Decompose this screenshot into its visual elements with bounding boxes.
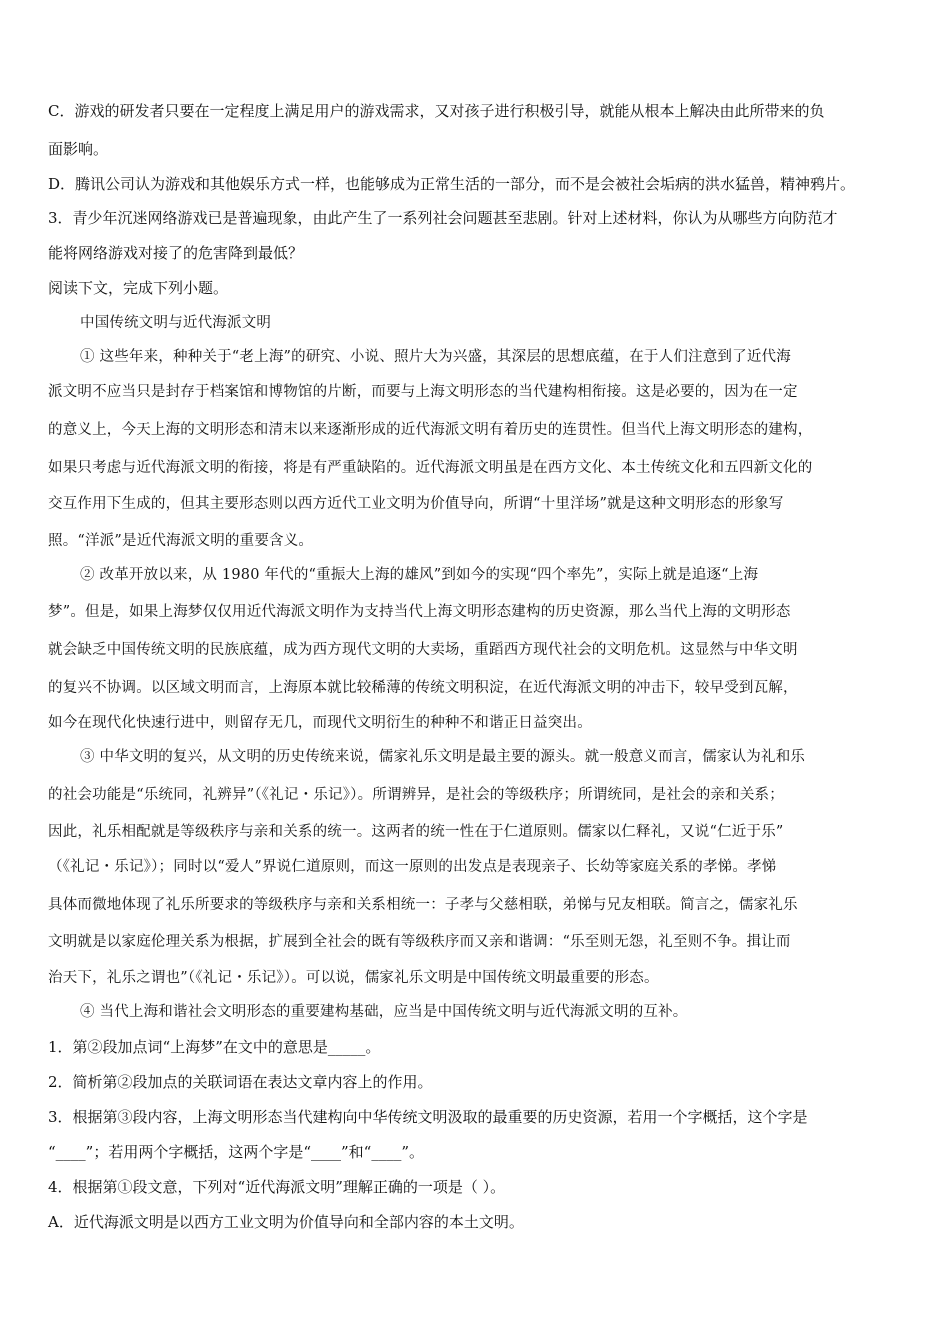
paragraph-3-line-5: 具体而微地体现了礼乐所要求的等级秩序与亲和关系相统一：子孝与父慈相联，弟悌与兄友相联。简言之，儒家礼乐	[48, 897, 798, 913]
paragraph-1-line-5: 交互作用下生成的，但其主要形态则以西方近代工业文明为价值导向，所谓“十里洋场”就是这种文明形态的形象写	[48, 496, 784, 512]
paragraph-2-line-1: ② 改革开放以来，从 1980 年代的“重振大上海的雄风”到如今的实现“四个率先”，实际上就是追逐“上海	[80, 567, 759, 583]
option-c-line-1: C．游戏的研发者只要在一定程度上满足用户的游戏需求，又对孩子进行积极引导，就能从根本上解决由此所带来的负	[48, 102, 825, 120]
option-c-line-2: 面影响。	[48, 140, 109, 158]
sub-question-1: 1．第②段加点词“上海梦”在文中的意思是_____。	[48, 1038, 381, 1056]
paragraph-4-line-1: ④ 当代上海和谐社会文明形态的重要建构基础，应当是中国传统文明与近代海派文明的互补。	[80, 1004, 688, 1020]
reading-instruction: 阅读下文，完成下列小题。	[48, 279, 229, 297]
paragraph-3-line-6: 文明就是以家庭伦理关系为根据，扩展到全社会的既有等级秩序而又亲和谐调：“乐至则无怨，礼至则不争。揖让而	[48, 934, 791, 950]
paragraph-3-line-2: 的社会功能是“乐统同，礼辨异”（《礼记・乐记》）。所谓辨异，是社会的等级秩序；所谓统同，是社会的亲和关系；	[48, 787, 784, 803]
sub-question-2: 2．简析第②段加点的关联词语在表达文章内容上的作用。	[48, 1073, 433, 1091]
question-3-line-2: 能将网络游戏对接了的危害降到最低？	[48, 244, 304, 262]
paragraph-2-line-5: 如今在现代化快速行进中，则留存无几，而现代文明衍生的种种不和谐正日益突出。	[48, 715, 592, 731]
paragraph-1-line-4: 如果只考虑与近代海派文明的衔接，将是有严重缺陷的。近代海派文明虽是在西方文化、本土传统文化和五四新文化的	[48, 460, 813, 476]
paragraph-1-line-6: 照。“洋派”是近代海派文明的重要含义。	[48, 533, 314, 549]
paragraph-3-line-4: （《礼记・乐记》）；同时以“爱人”界说仁道原则，而这一原则的出发点是表现亲子、长幼等家庭关系的孝悌。孝悌	[48, 859, 777, 875]
paragraph-1-line-1: ① 这些年来，种种关于“老上海”的研究、小说、照片大为兴盛，其深层的思想底蕴，在于人们注意到了近代海	[80, 349, 791, 365]
sub-question-4: 4．根据第①段文意，下列对“近代海派文明”理解正确的一项是（ ）。	[48, 1178, 506, 1196]
paragraph-3-line-1: ③ 中华文明的复兴，从文明的历史传统来说，儒家礼乐文明是最主要的源头。就一般意义而言，儒家认为礼和乐	[80, 749, 806, 765]
paragraph-2-line-4: 的复兴不协调。以区域文明而言，上海原本就比较稀薄的传统文明积淀，在近代海派文明的冲击下，较早受到瓦解，	[48, 680, 798, 696]
paragraph-2-line-2: 梦”。但是，如果上海梦仅仅用近代海派文明作为支持当代上海文明形态建构的历史资源，那么当代上海的文明形态	[48, 604, 791, 620]
paragraph-2-line-3: 就会缺乏中国传统文明的民族底蕴，成为西方现代文明的大卖场，重蹈西方现代社会的文明危机。这显然与中华文明	[48, 642, 798, 658]
sub-question-4-option-a: A．近代海派文明是以西方工业文明为价值导向和全部内容的本土文明。	[48, 1213, 524, 1231]
sub-question-3-line-1: 3．根据第③段内容，上海文明形态当代建构向中华传统文明汲取的最重要的历史资源，若用一个字概括，这个字是	[48, 1108, 808, 1126]
paragraph-3-line-3: 因此，礼乐相配就是等级秩序与亲和关系的统一。这两者的统一性在于仁道原则。儒家以仁释礼，又说“仁近于乐”	[48, 824, 784, 840]
paragraph-3-line-7: 治天下，礼乐之谓也”（《礼记・乐记》）。可以说，儒家礼乐文明是中国传统文明最重要的形态。	[48, 970, 659, 986]
paragraph-1-line-2: 派文明不应当只是封存于档案馆和博物馆的片断，而要与上海文明形态的当代建构相衔接。这是必要的，因为在一定	[48, 384, 798, 400]
option-d-line: D．腾讯公司认为游戏和其他娱乐方式一样，也能够成为正常生活的一部分，而不是会被社会垢病的洪水猛兽，精神鸦片。	[48, 175, 856, 193]
question-3-line-1: 3．青少年沉迷网络游戏已是普遍现象，由此产生了一系列社会问题甚至悲剧。针对上述材料，你认为从哪些方向防范才	[48, 209, 838, 227]
sub-question-3-line-2: “____”；若用两个字概括，这两个字是“____”和“____”。	[48, 1143, 425, 1161]
article-title: 中国传统文明与近代海派文明	[80, 315, 272, 331]
paragraph-1-line-3: 的意义上，今天上海的文明形态和清末以来逐渐形成的近代海派文明有着历史的连贯性。但当代上海文明形态的建构，	[48, 422, 813, 438]
